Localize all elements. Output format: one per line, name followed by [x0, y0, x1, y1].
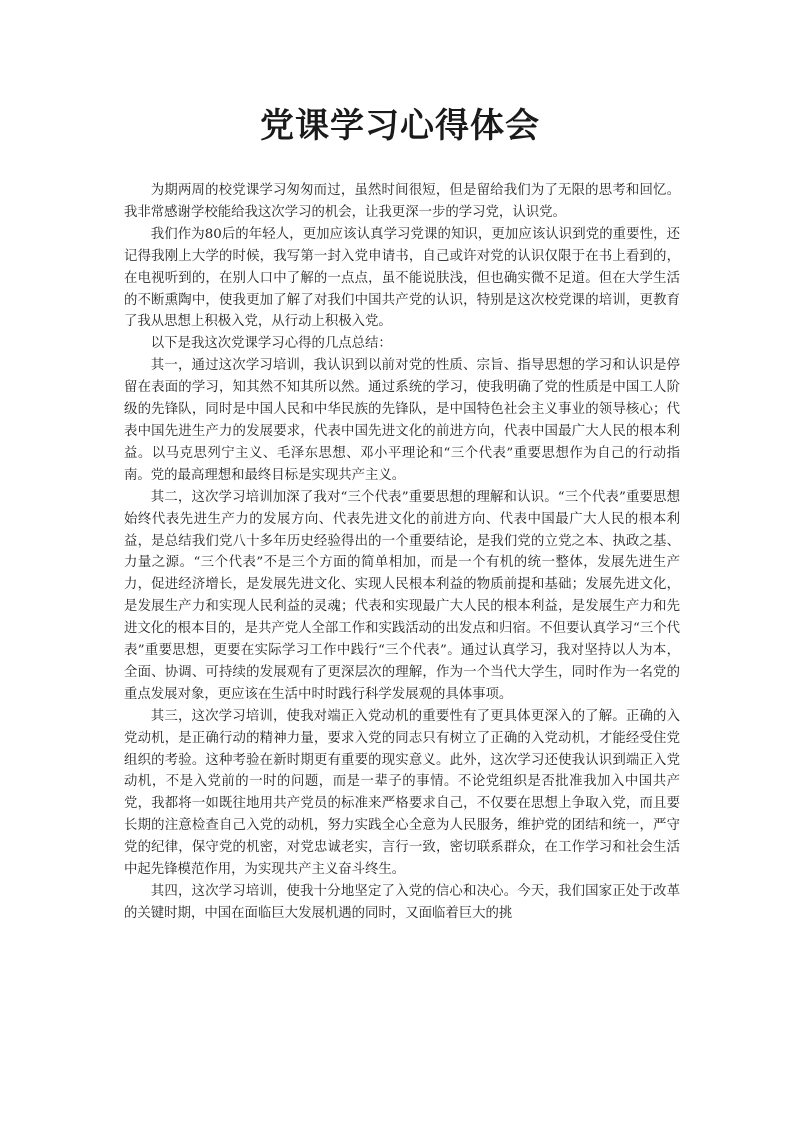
paragraph-intro: 为期两周的校党课学习匆匆而过，虽然时间很短，但是留给我们为了无限的思考和回忆。我非常感谢学校能给我这次学习的机会，让我更深一步的学习党，认识党。 — [124, 183, 680, 220]
paragraph-point-2: 其二，这次学习培训加深了我对“三个代表”重要思想的理解和认识。“三个代表”重要思想始终代表先进生产力的发展方向、代表先进文化的前进方向、代表中国最广大人民的根本利益，是总结我们党八十多年历史经验得出的一个重要结论，是我们党的立党之本、执政之基、力量之源。“三个代表”不是三个方面的简单相加，而是一个有机的统一整体，发展先进生产力，促进经济增长，是发展先进文化、实现人民根本利益的物质前提和基础；发展先进文化，是发展生产力和实现人民利益的灵魂；代表和实现最广大人民的根本利益，是发展生产力和先进文化的根本目的，是共产党人全部工作和实践活动的出发点和归宿。不但要认真学习“三个代表”重要思想，更要在实际学习工作中践行“三个代表”。通过认真学习，我对坚持以人为本，全面、协调、可持续的发展观有了更深层次的理解，作为一个当代大学生，同时作为一名党的重点发展对象，更应该在生活中时时践行科学发展观的具体事项。 — [124, 489, 680, 702]
paragraph-point-1: 其一，通过这次学习培训，我认识到以前对党的性质、宗旨、指导思想的学习和认识是停留在表面的学习，知其然不知其所以然。通过系统的学习，使我明确了党的性质是中国工人阶级的先锋队，同时是中国人民和中华民族的先锋队，是中国特色社会主义事业的领导核心；代表中国先进生产力的发展要求，代表中国先进文化的前进方向，代表中国最广大人民的根本利益。以马克思列宁主义、毛泽东思想、邓小平理论和“三个代表”重要思想作为自己的行动指南。党的最高理想和最终目标是实现共产主义。 — [124, 358, 680, 483]
paragraph-background: 我们作为80后的年轻人，更加应该认真学习党课的知识，更加应该认识到党的重要性，还记得我刚上大学的时候，我写第一封入党申请书，自己或许对党的认识仅限于在书上看到的，在电视听到的，在别人口中了解的一点点，虽不能说肤浅，但也确实微不足道。但在大学生活的不断熏陶中，使我更加了解了对我们中国共产党的认识，特别是这次校党课的培训，更教育了我从思想上积极入党，从行动上积极入党。 — [124, 226, 680, 330]
paragraph-point-3: 其三，这次学习培训，使我对端正入党动机的重要性有了更具体更深入的了解。正确的入党动机，是正确行动的精神力量，要求入党的同志只有树立了正确的入党动机，才能经受住党组织的考验。这种考验在新时期更有重要的现实意义。此外，这次学习还使我认识到端正入党动机，不是入党前的一时的问题，而是一辈子的事情。不论党组织是否批准我加入中国共产党，我都将一如既往地用共产党员的标准来严格要求自己，不仅要在思想上争取入党，而且要长期的注意检查自己入党的动机，努力实践全心全意为人民服务，维护党的团结和统一，严守党的纪律，保守党的机密，对党忠诚老实，言行一致，密切联系群众，在工作学习和社会生活中起先锋模范作用，为实现共产主义奋斗终生。 — [124, 708, 680, 878]
paragraph-point-4: 其四，这次学习培训，使我十分地坚定了入党的信心和决心。今天，我们国家正处于改革的关键时期，中国在面临巨大发展机遇的同时，又面临着巨大的挑 — [124, 884, 680, 921]
paragraph-summary-lead: 以下是我这次党课学习心得的几点总结： — [150, 336, 392, 352]
document-title: 党课学习心得体会 — [260, 106, 540, 146]
document-body — [124, 180, 680, 925]
